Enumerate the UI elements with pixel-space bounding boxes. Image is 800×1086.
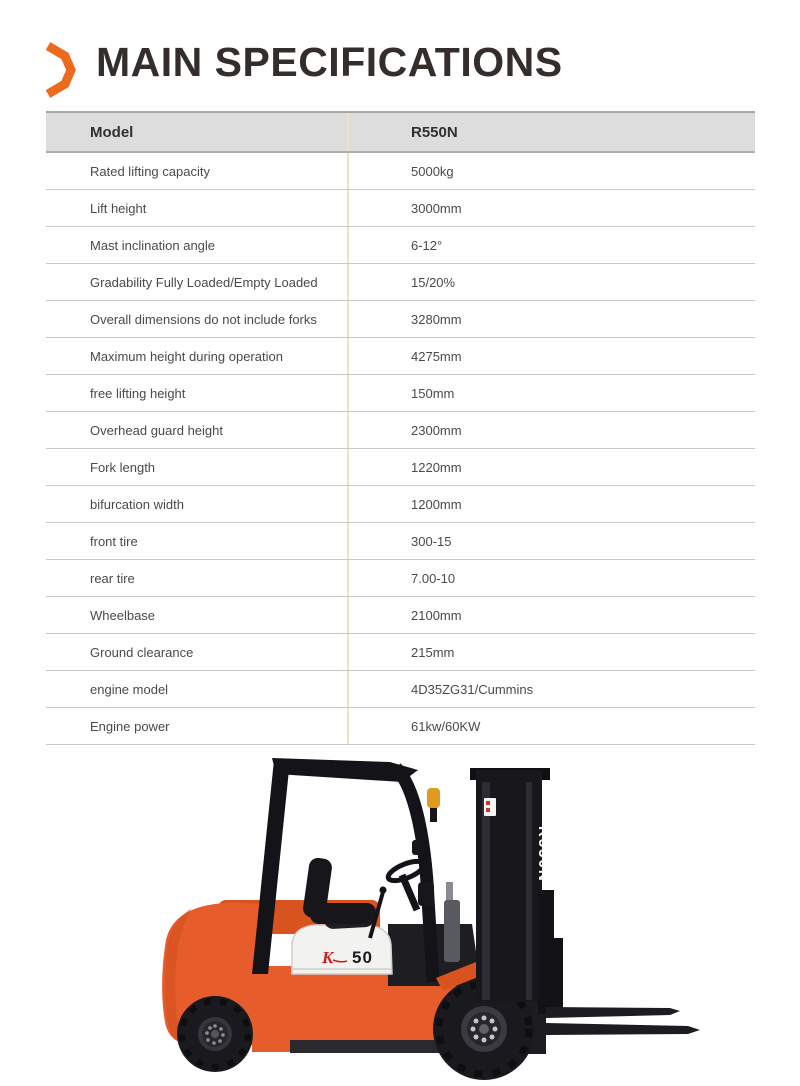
row-value: 1200mm (347, 486, 755, 522)
row-label: engine model (90, 681, 169, 697)
table-header-row (46, 111, 755, 153)
row-value: 4275mm (347, 338, 755, 374)
table-row (46, 375, 755, 412)
row-label: free lifting height (90, 385, 186, 401)
row-value: 7.00-10 (347, 560, 755, 596)
table-row (46, 560, 755, 597)
table-row (46, 449, 755, 486)
table-row (46, 227, 755, 264)
row-label: Overall dimensions do not include forks (90, 311, 317, 327)
chevron-icon (44, 42, 76, 98)
table-row (46, 486, 755, 523)
row-value: 2300mm (347, 412, 755, 448)
row-label: Gradability Fully Loaded/Empty Loaded (90, 274, 318, 290)
table-body (46, 153, 755, 745)
forklift-illustration (140, 742, 700, 1086)
row-label: Ground clearance (90, 644, 194, 660)
row-value: 61kw/60KW (347, 708, 755, 744)
row-value: 300-15 (347, 523, 755, 559)
table-row (46, 671, 755, 708)
fork-lower (546, 1023, 700, 1035)
table-row (46, 634, 755, 671)
row-value: 150mm (347, 375, 755, 411)
table-row (46, 264, 755, 301)
beacon-mount (430, 806, 437, 822)
seat-cushion (310, 903, 376, 924)
row-label: bifurcation width (90, 496, 184, 512)
row-label: Maximum height during operation (90, 348, 283, 364)
beacon-light (427, 788, 440, 808)
table-row (46, 597, 755, 634)
row-value: 215mm (347, 634, 755, 670)
row-value: 3280mm (347, 301, 755, 337)
dash-pod (418, 882, 434, 906)
mirror (412, 840, 421, 855)
mast-sticker (484, 798, 496, 816)
table-row (46, 708, 755, 745)
table-row (46, 338, 755, 375)
page-header (44, 40, 563, 98)
load-backrest (554, 938, 563, 1014)
row-label: Wheelbase (90, 607, 156, 623)
header-value-cell: R550N (347, 113, 755, 151)
row-value: 1220mm (347, 449, 755, 485)
row-value: 4D35ZG31/Cummins (347, 671, 755, 707)
rear-wheel (177, 996, 253, 1072)
row-label: rear tire (90, 570, 135, 586)
fork-blades (546, 1007, 700, 1035)
row-label: Overhead guard height (90, 422, 223, 438)
lift-cylinder (444, 900, 460, 962)
sticker-mark-2 (486, 808, 490, 812)
row-label: front tire (90, 533, 138, 549)
table-row (46, 412, 755, 449)
table-row (46, 523, 755, 560)
brand-mark: K (322, 948, 334, 967)
row-label: Lift height (90, 200, 147, 216)
rear-pillar (252, 760, 290, 974)
header-model-cell: Model (90, 123, 134, 141)
row-label: Engine power (90, 718, 170, 734)
row-label: Rated lifting capacity (90, 163, 210, 179)
mast-rail-2 (526, 782, 532, 1000)
table-row (46, 190, 755, 227)
engine-cover (292, 925, 392, 974)
row-value: 6-12° (347, 227, 755, 263)
page-title: MAIN SPECIFICATIONS (96, 39, 563, 85)
table-row (46, 301, 755, 338)
sticker-mark-1 (486, 801, 490, 805)
spec-table (46, 111, 755, 745)
mast-assembly (436, 768, 563, 1014)
model-number-50: 50 (352, 948, 373, 967)
steering-column (402, 875, 417, 910)
forklift-figure (140, 742, 700, 1086)
fork-carriage (538, 890, 554, 1014)
mast-label: R550N (535, 826, 552, 883)
lever-knob (380, 887, 387, 894)
row-label: Mast inclination angle (90, 237, 216, 253)
row-label: Fork length (90, 459, 156, 475)
row-value: 5000kg (347, 153, 755, 189)
row-value: 2100mm (347, 597, 755, 633)
fork-upper (546, 1007, 680, 1018)
table-row (46, 153, 755, 190)
row-value: 3000mm (347, 190, 755, 226)
row-value: 15/20% (347, 264, 755, 300)
